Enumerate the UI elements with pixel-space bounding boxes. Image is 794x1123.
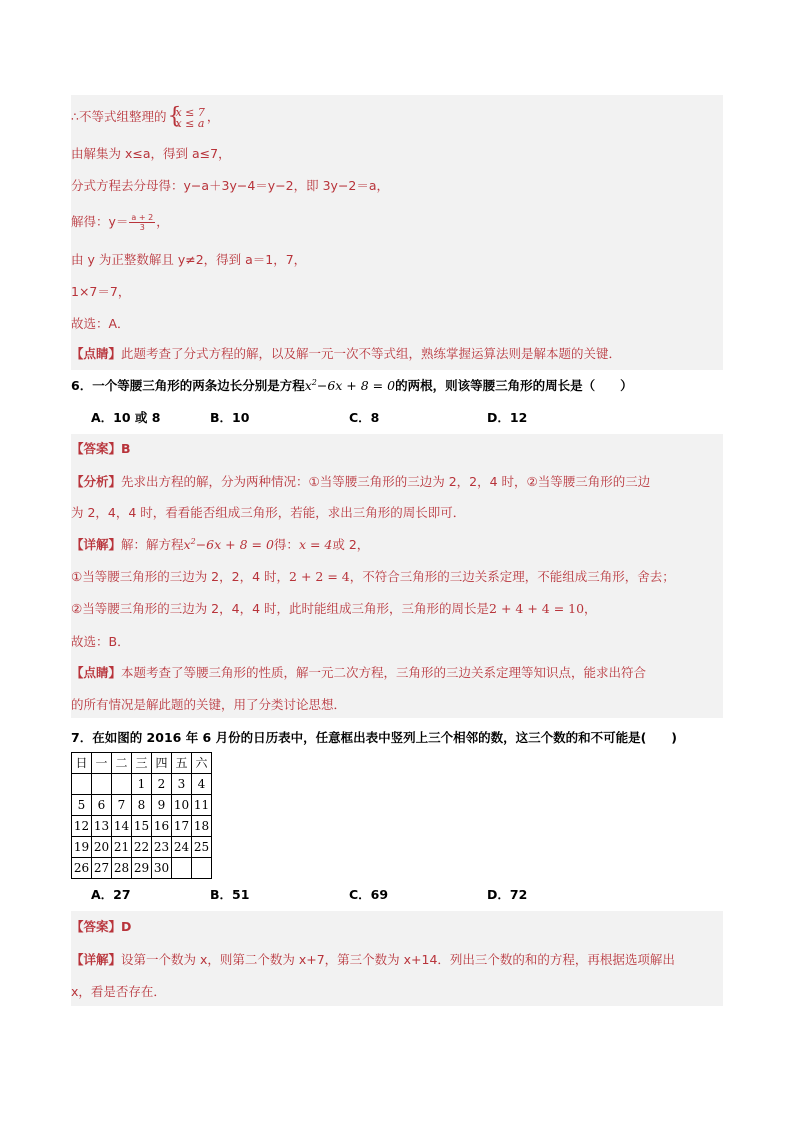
calendar-cell: 19 xyxy=(72,837,92,858)
prev-line-1 xyxy=(71,103,725,131)
q6-stem-text: 6．一个等腰三角形的两条边长分别是方程 xyxy=(71,378,305,393)
detail-1-var: x xyxy=(183,537,191,552)
q6-eq-sup: 2 xyxy=(311,377,317,387)
fraction xyxy=(129,213,155,232)
detail-3-prefix: ②当等腰三角形的三边为 2，4，4 时，此时能组成三角形，三角形的周长是 xyxy=(71,601,490,616)
calendar-header-cell: 五 xyxy=(172,753,192,774)
calendar-cell: 8 xyxy=(132,795,152,816)
prev-line-6: 1×7＝7， xyxy=(71,284,131,299)
answer-value-q7: D xyxy=(121,919,132,934)
calendar-cell: 12 xyxy=(72,816,92,837)
detail-1-root: x = 4 xyxy=(298,537,333,552)
calendar-header-row xyxy=(72,753,212,774)
detail-3-suffix: ， xyxy=(584,601,597,616)
q6-stem-suffix: 的两根，则该等腰三角形的周长是（ ） xyxy=(395,378,633,393)
calendar-cell xyxy=(72,774,92,795)
calendar-header-cell: 一 xyxy=(92,753,112,774)
calendar-cell: 9 xyxy=(152,795,172,816)
calendar-cell: 14 xyxy=(112,816,132,837)
calendar-cell: 20 xyxy=(92,837,112,858)
q6-option-d[interactable]: D．12 xyxy=(487,410,528,425)
june-2016-calendar xyxy=(71,752,212,879)
calendar-cell: 10 xyxy=(172,795,192,816)
detail-tag-q7: 【详解】 xyxy=(71,952,122,967)
calendar-cell: 18 xyxy=(192,816,212,837)
remark-tag-q6: 【点睛】 xyxy=(71,665,122,680)
q6-detail-3 xyxy=(71,598,725,620)
detail-2-math: 2 + 2 = 4 xyxy=(289,569,350,584)
q6-answer xyxy=(71,438,725,460)
calendar-cell: 21 xyxy=(112,837,132,858)
q6-remark-1 xyxy=(71,662,725,684)
remark-text: 此题考查了分式方程的解，以及解一元一次不等式组，熟练掌握运算法则是解本题的关键． xyxy=(121,346,622,361)
q7-options xyxy=(71,884,723,906)
calendar-cell: 26 xyxy=(72,858,92,879)
detail-2-prefix: ①当等腰三角形的三边为 2，2，4 时， xyxy=(71,569,290,584)
q7-stem: 7．在如图的 2016 年 6 月份的日历表中，任意框出表中竖列上三个相邻的数，这三个数的和不可能是( ) xyxy=(71,730,678,745)
calendar-row xyxy=(72,858,212,879)
calendar-header-cell: 日 xyxy=(72,753,92,774)
q7-option-d[interactable]: D．72 xyxy=(487,887,528,902)
q6-option-b[interactable]: B．10 xyxy=(210,410,250,425)
detail-3-math: 2 + 4 + 4 = 10 xyxy=(489,601,585,616)
calendar-cell: 6 xyxy=(92,795,112,816)
calendar-row xyxy=(72,774,212,795)
calendar-cell: 1 xyxy=(132,774,152,795)
calendar-cell: 5 xyxy=(72,795,92,816)
calendar-cell: 29 xyxy=(132,858,152,879)
q6-remark-2: 的所有情况是解此题的关键，用了分类讨论思想． xyxy=(71,697,347,712)
q7-option-c[interactable]: C．69 xyxy=(349,887,389,902)
calendar-cell: 30 xyxy=(152,858,172,879)
prev-line-4 xyxy=(71,211,725,233)
detail-2-suffix: ，不符合三角形的三边关系定理，不能组成三角形，舍去； xyxy=(349,569,675,584)
fraction-denominator: 3 xyxy=(139,223,145,232)
detail-1-mid: 得： xyxy=(273,537,299,552)
inequality-system: { x ≤ 7 x ≤ a xyxy=(167,103,205,130)
fraction-numerator: a + 2 xyxy=(131,213,154,222)
q7-detail-1 xyxy=(71,949,725,971)
prev-line-3: 分式方程去分母得：y−a＋3y−4＝y−2，即 3y−2＝a， xyxy=(71,178,390,193)
q6-option-c[interactable]: C．8 xyxy=(349,410,380,425)
prev-line-1-text: ∴不等式组整理的 xyxy=(71,109,167,124)
calendar-cell: 11 xyxy=(192,795,212,816)
answer-value: B xyxy=(121,441,131,456)
analysis-text-1: 先求出方程的解，分为两种情况：①当等腰三角形的三边为 2，2，4 时，②当等腰三角形的三边 xyxy=(121,474,651,489)
calendar-cell xyxy=(172,858,192,879)
q7-option-b[interactable]: B．51 xyxy=(210,887,250,902)
calendar-cell: 3 xyxy=(172,774,192,795)
q6-eq-var: x xyxy=(304,378,312,393)
prev-line-5: 由 y 为正整数解且 y≠2，得到 a＝1，7， xyxy=(71,252,307,267)
answer-tag-q7: 【答案】 xyxy=(71,919,122,934)
calendar-cell xyxy=(192,858,212,879)
calendar-cell: 13 xyxy=(92,816,112,837)
answer-tag: 【答案】 xyxy=(71,441,122,456)
q7-option-a[interactable]: A．27 xyxy=(91,887,131,902)
prev-remark xyxy=(71,343,725,365)
calendar-row xyxy=(72,816,212,837)
calendar-cell: 27 xyxy=(92,858,112,879)
calendar-cell: 16 xyxy=(152,816,172,837)
calendar-cell xyxy=(112,774,132,795)
q6-option-a[interactable]: A．10 或 8 xyxy=(91,410,161,425)
detail-1-equation xyxy=(184,537,274,552)
detail-1-rest: −6x + 8 = 0 xyxy=(195,537,274,552)
q6-analysis-1 xyxy=(71,471,725,493)
q7-answer xyxy=(71,916,725,938)
q6-options xyxy=(71,407,723,429)
detail-tag: 【详解】 xyxy=(71,537,122,552)
calendar-cell xyxy=(92,774,112,795)
remark-q6-text-1: 本题考查了等腰三角形的性质，解一元二次方程，三角形的三边关系定理等知识点，能求出符合 xyxy=(121,665,647,680)
calendar-header-cell: 二 xyxy=(112,753,132,774)
calendar-cell: 25 xyxy=(192,837,212,858)
calendar-cell: 22 xyxy=(132,837,152,858)
detail-1-sup: 2 xyxy=(190,536,196,546)
calendar-cell: 23 xyxy=(152,837,172,858)
prev-line-1-suffix: ， xyxy=(206,109,220,124)
calendar-header-cell: 三 xyxy=(132,753,152,774)
calendar-header-cell: 四 xyxy=(152,753,172,774)
calendar-cell: 2 xyxy=(152,774,172,795)
calendar-row xyxy=(72,795,212,816)
calendar-header-cell: 六 xyxy=(192,753,212,774)
detail-1-suffix: 或 2， xyxy=(332,537,370,552)
inequality-row-2: x ≤ a xyxy=(175,116,205,130)
q6-eq-rest: −6x + 8 = 0 xyxy=(316,378,396,393)
q7-detail-2: x，看是否存在． xyxy=(71,984,166,999)
remark-tag: 【点睛】 xyxy=(71,346,122,361)
prev-line-7: 故选：A． xyxy=(71,316,130,331)
q6-choose: 故选：B． xyxy=(71,634,130,649)
prev-line-4-text: 解得：y＝ xyxy=(71,214,129,229)
q6-equation xyxy=(305,378,395,393)
calendar-cell: 28 xyxy=(112,858,132,879)
detail-q7-text-1: 设第一个数为 x，则第二个数为 x+7，第三个数为 x+14．列出三个数的和的方程，再根据选项解出 xyxy=(121,952,675,967)
q6-detail-1 xyxy=(71,534,725,556)
calendar-cell: 7 xyxy=(112,795,132,816)
analysis-tag: 【分析】 xyxy=(71,474,122,489)
inequality-row-1: x ≤ 7 xyxy=(175,105,205,119)
prev-line-2: 由解集为 x≤a，得到 a≤7， xyxy=(71,146,231,161)
q6-analysis-2: 为 2，4，4 时，看看能否组成三角形，若能，求出三角形的周长即可． xyxy=(71,505,466,520)
prev-line-4-suffix: ， xyxy=(156,214,169,229)
calendar-cell: 17 xyxy=(172,816,192,837)
calendar-cell: 24 xyxy=(172,837,192,858)
q6-stem xyxy=(71,375,725,397)
calendar-cell: 4 xyxy=(192,774,212,795)
calendar-row xyxy=(72,837,212,858)
calendar-cell: 15 xyxy=(132,816,152,837)
q6-detail-2 xyxy=(71,566,725,588)
detail-1-prefix: 解：解方程 xyxy=(121,537,184,552)
